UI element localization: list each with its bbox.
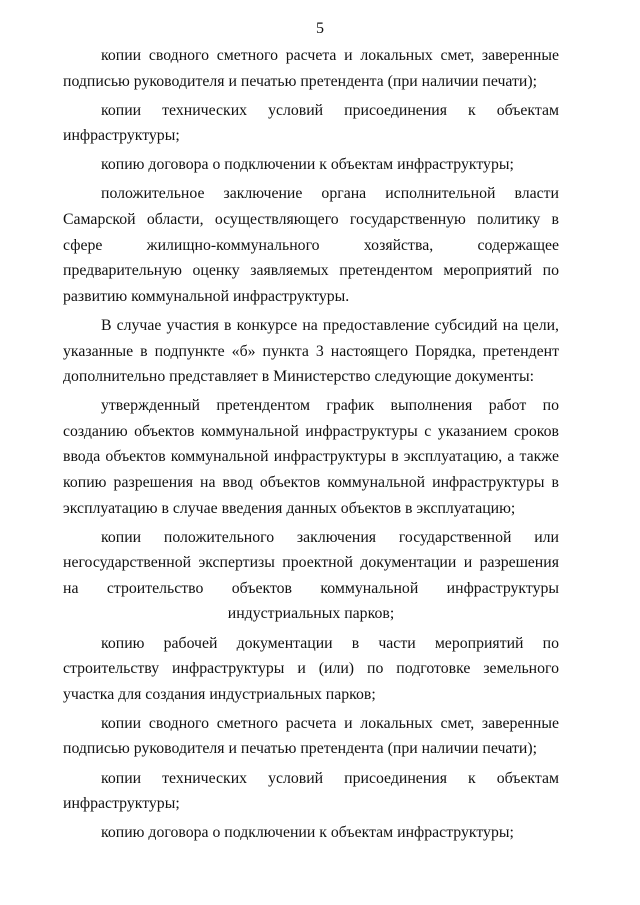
paragraph-technical-conditions-2: копии технических условий присоединения к объектам инфраструктуры;	[63, 769, 559, 813]
paragraph-working-documentation: копию рабочей документации в части мероприятий по строительству инфраструктуры и (или) по подготовке земельного участка для создания индустриальных парков;	[63, 634, 559, 703]
page-number: 5	[316, 20, 324, 37]
paragraph-work-schedule: утвержденный претендентом график выполнения работ по созданию объектов коммунальной инфраструктуры с указанием сроков ввода объектов коммунальной инфраструктуры в эксплуатацию, а также копию разрешения на ввод объектов коммунальной инфраструктуры в эксплуатацию в случае введения данных объектов в эксплуатацию;	[63, 397, 559, 517]
paragraph-technical-conditions: копии технических условий присоединения к объектам инфраструктуры;	[63, 101, 559, 145]
paragraph-expertise-copies: копии положительного заключения государственной или негосударственной экспертизы проектной документации и разрешения на строительство объектов коммунальной инфраструктуры индустриальных парков;	[63, 528, 559, 623]
paragraph-estimate-copies: копии сводного сметного расчета и локальных смет, заверенные подписью руководителя и печатью претендента (при наличии печати);	[63, 47, 559, 90]
paragraph-connection-contract: копию договора о подключении к объектам инфраструктуры;	[101, 156, 514, 174]
paragraph-estimate-copies-2: копии сводного сметного расчета и локальных смет, заверенные подписью руководителя и печатью претендента (при наличии печати);	[63, 714, 559, 758]
paragraph-competition-case: В случае участия в конкурсе на предоставление субсидий на цели, указанные в подпункте «б» пункта 3 настоящего Порядка, претендент дополнительно представляет в Министерство следующие документы:	[63, 316, 559, 386]
paragraph-connection-contract-2: копию договора о подключении к объектам инфраструктуры;	[101, 824, 514, 842]
document-body	[63, 43, 559, 849]
paragraph-positive-conclusion: положительное заключение органа исполнительной власти Самарской области, осуществляющего государственную политику в сфере жилищно-коммунального хозяйства, содержащее предварительную оценку заявляемых претендентом мероприятий по развитию коммунальной инфраструктуры.	[63, 185, 559, 305]
